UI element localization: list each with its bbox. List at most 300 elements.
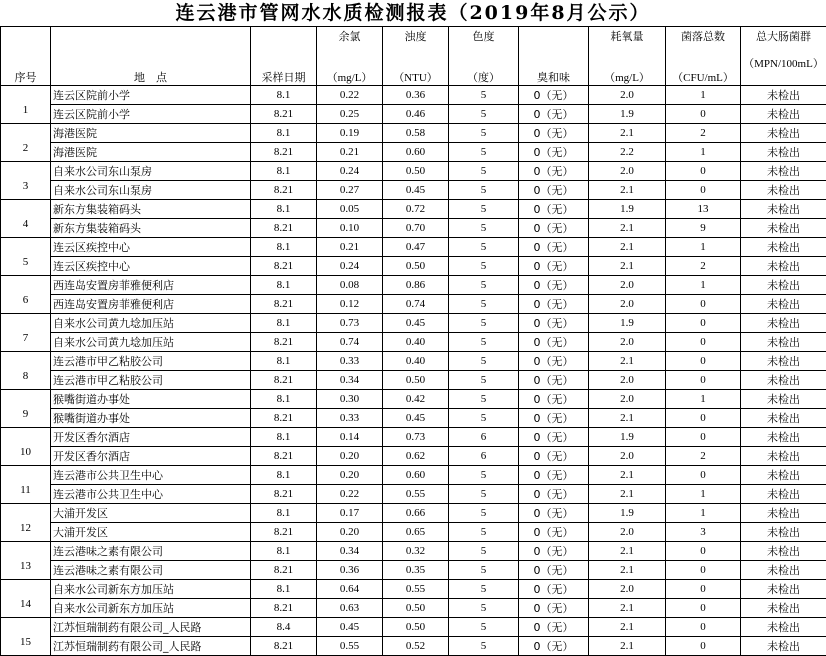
color-cell: 5 [449,294,519,313]
odor-cell: 0（无） [519,351,589,370]
date-cell: 8.1 [251,541,317,560]
odor-cell: 0（无） [519,180,589,199]
color-cell: 5 [449,104,519,123]
coliform-cell: 未检出 [741,332,826,351]
bacteria-cell: 1 [666,85,741,104]
row-index: 15 [1,636,51,655]
coliform-cell: 未检出 [741,389,826,408]
date-cell: 8.21 [251,104,317,123]
chlorine-cell: 0.34 [317,541,383,560]
header-row-bottom [1,45,826,85]
site-cell: 开发区香尔酒店 [51,446,251,465]
oxygen-cell: 1.9 [589,427,666,446]
date-cell: 8.1 [251,465,317,484]
date-cell: 8.4 [251,617,317,636]
row-index: 4 [1,218,51,237]
chlorine-cell: 0.24 [317,256,383,275]
site-cell: 开发区香尔酒店 [51,427,251,446]
chlorine-cell: 0.27 [317,180,383,199]
bacteria-cell: 0 [666,180,741,199]
bacteria-cell: 9 [666,218,741,237]
site-cell: 自来水公司东山泵房 [51,180,251,199]
turbidity-cell: 0.45 [383,408,449,427]
date-cell: 8.21 [251,332,317,351]
bacteria-cell: 0 [666,617,741,636]
coliform-cell: 未检出 [741,313,826,332]
turbidity-cell: 0.72 [383,199,449,218]
odor-cell: 0（无） [519,256,589,275]
row-index: 8 [1,370,51,389]
site-cell: 连云区疾控中心 [51,237,251,256]
oxygen-cell: 2.0 [589,446,666,465]
bacteria-cell: 0 [666,579,741,598]
header-bacteria: 菌落总数 [666,27,741,46]
color-cell: 5 [449,142,519,161]
chlorine-cell: 0.20 [317,522,383,541]
coliform-cell: 未检出 [741,294,826,313]
date-cell: 8.1 [251,351,317,370]
oxygen-cell: 1.9 [589,313,666,332]
oxygen-cell: 2.1 [589,218,666,237]
bacteria-cell: 0 [666,465,741,484]
bacteria-cell: 13 [666,199,741,218]
header-odor: 臭和味 [519,45,589,85]
chlorine-cell: 0.45 [317,617,383,636]
oxygen-cell: 2.1 [589,636,666,655]
color-cell: 5 [449,579,519,598]
coliform-cell: 未检出 [741,408,826,427]
row-index: 9 [1,408,51,427]
coliform-cell: 未检出 [741,503,826,522]
chlorine-cell: 0.21 [317,237,383,256]
table-row [1,313,826,332]
bacteria-cell: 2 [666,123,741,142]
color-cell: 5 [449,275,519,294]
bacteria-cell: 0 [666,636,741,655]
color-cell: 5 [449,370,519,389]
oxygen-cell: 2.0 [589,85,666,104]
row-index: 11 [1,484,51,503]
coliform-cell: 未检出 [741,484,826,503]
oxygen-cell: 2.1 [589,465,666,484]
chlorine-cell: 0.33 [317,351,383,370]
oxygen-cell: 2.1 [589,541,666,560]
odor-cell: 0（无） [519,503,589,522]
row-index [1,237,51,256]
date-cell: 8.21 [251,484,317,503]
color-cell: 5 [449,123,519,142]
turbidity-cell: 0.65 [383,522,449,541]
row-index: 14 [1,598,51,617]
bacteria-cell: 0 [666,598,741,617]
oxygen-cell: 2.0 [589,332,666,351]
turbidity-cell: 0.50 [383,256,449,275]
color-cell: 5 [449,541,519,560]
oxygen-cell: 2.1 [589,560,666,579]
site-cell: 连云港味之素有限公司 [51,560,251,579]
report-title: 连云港市管网水水质检测报表（2019年8月公示） [0,0,826,26]
chlorine-cell: 0.20 [317,446,383,465]
oxygen-cell: 2.1 [589,180,666,199]
turbidity-cell: 0.58 [383,123,449,142]
bacteria-cell: 0 [666,351,741,370]
oxygen-cell: 2.2 [589,142,666,161]
chlorine-cell: 0.20 [317,465,383,484]
odor-cell: 0（无） [519,275,589,294]
date-cell: 8.21 [251,294,317,313]
turbidity-cell: 0.55 [383,579,449,598]
table-row [1,237,826,256]
site-cell: 自来水公司黄九埝加压站 [51,332,251,351]
table-row [1,370,826,389]
header-site: 地 点 [51,45,251,85]
color-cell: 5 [449,180,519,199]
table-row [1,541,826,560]
bacteria-cell: 0 [666,313,741,332]
turbidity-cell: 0.35 [383,560,449,579]
oxygen-cell: 2.1 [589,617,666,636]
date-cell: 8.21 [251,560,317,579]
oxygen-cell: 2.1 [589,123,666,142]
header-color-unit: （度） [449,45,519,85]
header-oxygen-unit: （mg/L） [589,45,666,85]
odor-cell: 0（无） [519,560,589,579]
site-cell: 连云港市公共卫生中心 [51,465,251,484]
chlorine-cell: 0.33 [317,408,383,427]
coliform-cell: 未检出 [741,560,826,579]
odor-cell: 0（无） [519,617,589,636]
header-coliform: 总大肠菌群 [741,27,826,46]
odor-cell: 0（无） [519,408,589,427]
coliform-cell: 未检出 [741,275,826,294]
site-cell: 自来水公司新东方加压站 [51,579,251,598]
table-row [1,579,826,598]
coliform-cell: 未检出 [741,161,826,180]
header-turbidity-unit: （NTU） [383,45,449,85]
row-index: 3 [1,180,51,199]
header-chlorine-unit: （mg/L） [317,45,383,85]
odor-cell: 0（无） [519,522,589,541]
row-index [1,503,51,522]
date-cell: 8.1 [251,427,317,446]
site-cell: 大浦开发区 [51,522,251,541]
odor-cell: 0（无） [519,541,589,560]
oxygen-cell: 2.1 [589,484,666,503]
site-cell: 猴嘴街道办事处 [51,408,251,427]
site-cell: 连云区院前小学 [51,104,251,123]
color-cell: 5 [449,560,519,579]
date-cell: 8.21 [251,256,317,275]
color-cell: 5 [449,617,519,636]
row-index [1,427,51,446]
table-row [1,389,826,408]
coliform-cell: 未检出 [741,199,826,218]
oxygen-cell: 1.9 [589,104,666,123]
date-cell: 8.1 [251,123,317,142]
bacteria-cell: 2 [666,446,741,465]
site-cell: 大浦开发区 [51,503,251,522]
site-cell: 江苏恒瑞制药有限公司_人民路 [51,617,251,636]
bacteria-cell: 0 [666,560,741,579]
site-cell: 连云区院前小学 [51,85,251,104]
color-cell: 5 [449,484,519,503]
color-cell: 5 [449,522,519,541]
oxygen-cell: 1.9 [589,199,666,218]
table-row [1,85,826,104]
site-cell: 西连岛安置房菲雅便利店 [51,294,251,313]
date-cell: 8.21 [251,446,317,465]
turbidity-cell: 0.50 [383,370,449,389]
row-index [1,351,51,370]
color-cell: 5 [449,351,519,370]
row-index: 12 [1,522,51,541]
site-cell: 猴嘴街道办事处 [51,389,251,408]
row-index [1,275,51,294]
bacteria-cell: 1 [666,503,741,522]
turbidity-cell: 0.36 [383,85,449,104]
coliform-cell: 未检出 [741,522,826,541]
site-cell: 海港医院 [51,123,251,142]
odor-cell: 0（无） [519,484,589,503]
color-cell: 5 [449,199,519,218]
chlorine-cell: 0.24 [317,161,383,180]
site-cell: 自来水公司东山泵房 [51,161,251,180]
bacteria-cell: 1 [666,275,741,294]
odor-cell: 0（无） [519,332,589,351]
chlorine-cell: 0.74 [317,332,383,351]
date-cell: 8.21 [251,408,317,427]
table-body [1,85,826,655]
site-cell: 连云港市甲乙粘胶公司 [51,370,251,389]
oxygen-cell: 2.0 [589,370,666,389]
site-cell: 新东方集装箱码头 [51,199,251,218]
chlorine-cell: 0.55 [317,636,383,655]
odor-cell: 0（无） [519,427,589,446]
chlorine-cell: 0.30 [317,389,383,408]
header-date: 采样日期 [251,45,317,85]
site-cell: 连云区疾控中心 [51,256,251,275]
chlorine-cell: 0.12 [317,294,383,313]
chlorine-cell: 0.63 [317,598,383,617]
coliform-cell: 未检出 [741,446,826,465]
row-index [1,579,51,598]
odor-cell: 0（无） [519,446,589,465]
chlorine-cell: 0.73 [317,313,383,332]
coliform-cell: 未检出 [741,180,826,199]
turbidity-cell: 0.60 [383,142,449,161]
table-row [1,598,826,617]
table-row [1,408,826,427]
chlorine-cell: 0.22 [317,484,383,503]
coliform-cell: 未检出 [741,579,826,598]
color-cell: 5 [449,636,519,655]
coliform-cell: 未检出 [741,351,826,370]
table-row [1,560,826,579]
coliform-cell: 未检出 [741,123,826,142]
table-row [1,503,826,522]
chlorine-cell: 0.19 [317,123,383,142]
oxygen-cell: 2.0 [589,522,666,541]
date-cell: 8.1 [251,503,317,522]
odor-cell: 0（无） [519,294,589,313]
color-cell: 5 [449,465,519,484]
chlorine-cell: 0.05 [317,199,383,218]
row-index [1,389,51,408]
date-cell: 8.21 [251,522,317,541]
chlorine-cell: 0.22 [317,85,383,104]
row-index [1,617,51,636]
bacteria-cell: 1 [666,484,741,503]
coliform-cell: 未检出 [741,237,826,256]
odor-cell: 0（无） [519,123,589,142]
date-cell: 8.21 [251,370,317,389]
date-cell: 8.1 [251,579,317,598]
table-row [1,123,826,142]
table-row [1,199,826,218]
table-row [1,484,826,503]
date-cell: 8.21 [251,142,317,161]
odor-cell: 0（无） [519,199,589,218]
date-cell: 8.1 [251,389,317,408]
turbidity-cell: 0.62 [383,446,449,465]
color-cell: 5 [449,332,519,351]
table-row [1,617,826,636]
odor-cell: 0（无） [519,237,589,256]
bacteria-cell: 1 [666,389,741,408]
chlorine-cell: 0.64 [317,579,383,598]
row-index [1,541,51,560]
chlorine-cell: 0.36 [317,560,383,579]
row-index: 10 [1,446,51,465]
chlorine-cell: 0.17 [317,503,383,522]
header-coliform-unit: （MPN/100mL） [741,45,826,85]
bacteria-cell: 0 [666,541,741,560]
date-cell: 8.1 [251,199,317,218]
table-row [1,256,826,275]
oxygen-cell: 2.0 [589,389,666,408]
odor-cell: 0（无） [519,389,589,408]
row-index [1,85,51,104]
odor-cell: 0（无） [519,313,589,332]
coliform-cell: 未检出 [741,104,826,123]
table-row [1,522,826,541]
odor-cell: 0（无） [519,598,589,617]
turbidity-cell: 0.40 [383,332,449,351]
oxygen-cell: 2.1 [589,598,666,617]
row-index: 5 [1,256,51,275]
turbidity-cell: 0.47 [383,237,449,256]
color-cell: 5 [449,256,519,275]
coliform-cell: 未检出 [741,370,826,389]
coliform-cell: 未检出 [741,636,826,655]
table-row [1,351,826,370]
oxygen-cell: 2.0 [589,579,666,598]
odor-cell: 0（无） [519,579,589,598]
header-idx: 序号 [1,45,51,85]
chlorine-cell: 0.10 [317,218,383,237]
turbidity-cell: 0.86 [383,275,449,294]
odor-cell: 0（无） [519,161,589,180]
turbidity-cell: 0.66 [383,503,449,522]
site-cell: 自来水公司新东方加压站 [51,598,251,617]
coliform-cell: 未检出 [741,598,826,617]
row-index: 6 [1,294,51,313]
table-row [1,104,826,123]
odor-cell: 0（无） [519,142,589,161]
bacteria-cell: 0 [666,294,741,313]
turbidity-cell: 0.42 [383,389,449,408]
coliform-cell: 未检出 [741,465,826,484]
bacteria-cell: 0 [666,161,741,180]
turbidity-cell: 0.40 [383,351,449,370]
bacteria-cell: 1 [666,142,741,161]
table-row [1,465,826,484]
table-row [1,294,826,313]
turbidity-cell: 0.32 [383,541,449,560]
color-cell: 5 [449,161,519,180]
coliform-cell: 未检出 [741,541,826,560]
row-index [1,161,51,180]
chlorine-cell: 0.25 [317,104,383,123]
bacteria-cell: 0 [666,427,741,446]
row-index: 1 [1,104,51,123]
coliform-cell: 未检出 [741,617,826,636]
coliform-cell: 未检出 [741,218,826,237]
turbidity-cell: 0.46 [383,104,449,123]
color-cell: 5 [449,598,519,617]
color-cell: 5 [449,313,519,332]
site-cell: 连云港味之素有限公司 [51,541,251,560]
header-bacteria-unit: （CFU/mL） [666,45,741,85]
site-cell: 西连岛安置房菲雅便利店 [51,275,251,294]
chlorine-cell: 0.14 [317,427,383,446]
bacteria-cell: 0 [666,408,741,427]
odor-cell: 0（无） [519,465,589,484]
odor-cell: 0（无） [519,85,589,104]
row-index: 7 [1,332,51,351]
bacteria-cell: 3 [666,522,741,541]
row-index: 2 [1,142,51,161]
site-cell: 新东方集装箱码头 [51,218,251,237]
coliform-cell: 未检出 [741,256,826,275]
turbidity-cell: 0.73 [383,427,449,446]
site-cell: 海港医院 [51,142,251,161]
table-row [1,427,826,446]
turbidity-cell: 0.55 [383,484,449,503]
color-cell: 5 [449,408,519,427]
odor-cell: 0（无） [519,104,589,123]
turbidity-cell: 0.50 [383,161,449,180]
color-cell: 5 [449,389,519,408]
coliform-cell: 未检出 [741,142,826,161]
header-turbidity: 浊度 [383,27,449,46]
date-cell: 8.1 [251,275,317,294]
chlorine-cell: 0.21 [317,142,383,161]
oxygen-cell: 2.0 [589,161,666,180]
color-cell: 5 [449,218,519,237]
bacteria-cell: 0 [666,104,741,123]
coliform-cell: 未检出 [741,85,826,104]
site-cell: 江苏恒瑞制药有限公司_人民路 [51,636,251,655]
bacteria-cell: 2 [666,256,741,275]
turbidity-cell: 0.74 [383,294,449,313]
turbidity-cell: 0.50 [383,617,449,636]
oxygen-cell: 2.0 [589,275,666,294]
oxygen-cell: 2.1 [589,408,666,427]
date-cell: 8.21 [251,218,317,237]
site-cell: 自来水公司黄九埝加压站 [51,313,251,332]
table-row [1,636,826,655]
